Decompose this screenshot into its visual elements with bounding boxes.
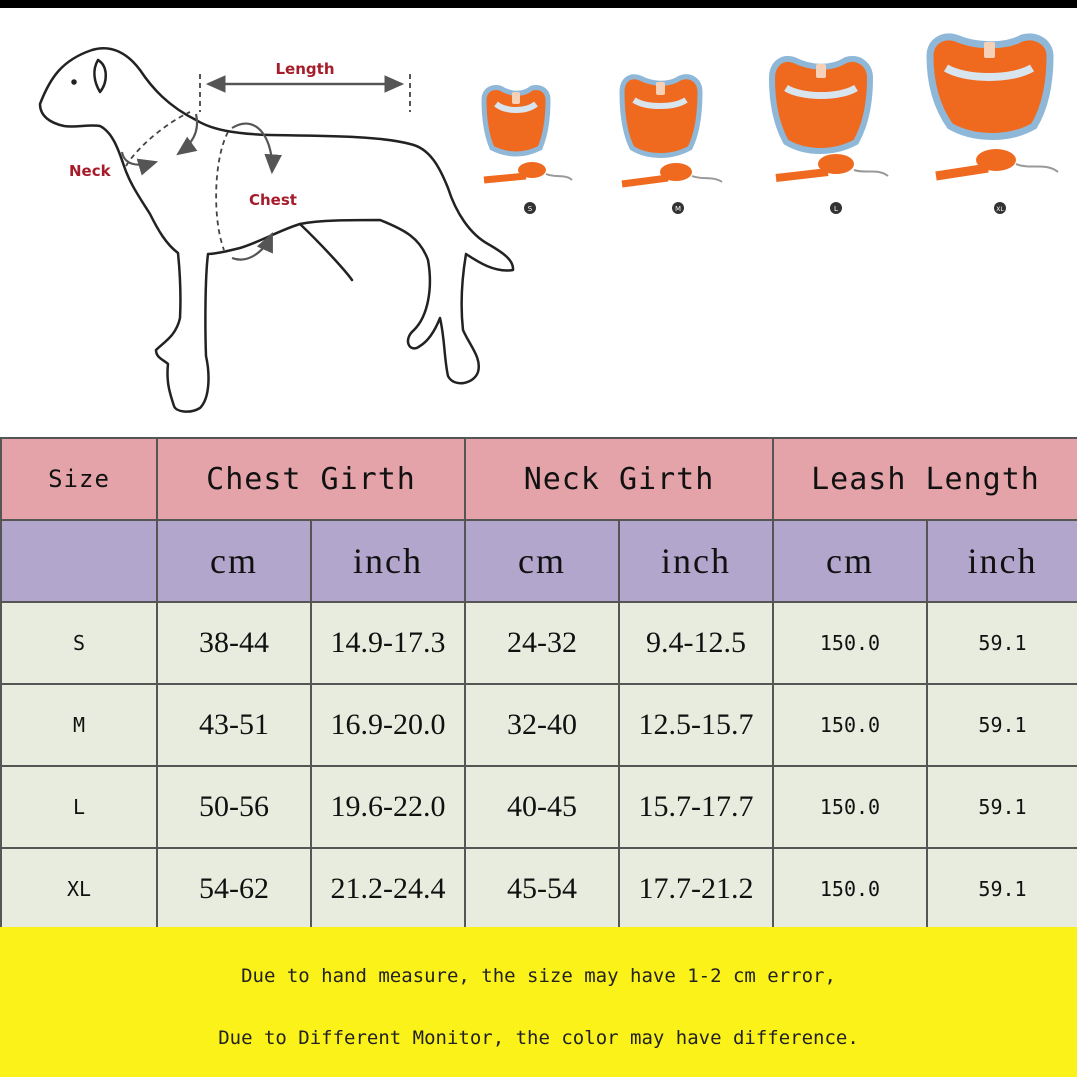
row-chest-inch: 16.9-20.0 (311, 684, 465, 766)
chest-girth-header: Chest Girth (157, 438, 465, 520)
unit-row (1, 520, 1077, 602)
measure-error-note: Due to hand measure, the size may have 1-2 cm error, (241, 965, 836, 987)
table-row (1, 684, 1077, 766)
row-size: S (1, 602, 157, 684)
color-difference-note: Due to Different Monitor, the color may have difference. (218, 1027, 859, 1049)
row-neck-inch: 15.7-17.7 (619, 766, 773, 848)
neck-label: Neck (69, 162, 111, 180)
table-row (1, 848, 1077, 930)
row-neck-cm: 40-45 (465, 766, 619, 848)
size-header: Size (1, 438, 157, 520)
row-leash-cm: 150.0 (773, 766, 927, 848)
table-header-row (1, 438, 1077, 520)
row-neck-inch: 17.7-21.2 (619, 848, 773, 930)
row-size: L (1, 766, 157, 848)
top-border (0, 0, 1077, 8)
harness-m-image (622, 77, 722, 214)
disclaimer-box (0, 927, 1077, 1077)
measurement-diagram (0, 8, 1077, 438)
harness-l-image (772, 59, 888, 214)
row-chest-inch: 14.9-17.3 (311, 602, 465, 684)
unit-spacer (1, 520, 157, 602)
row-neck-inch: 12.5-15.7 (619, 684, 773, 766)
unit-chest-cm: cm (157, 520, 311, 602)
row-chest-inch: 19.6-22.0 (311, 766, 465, 848)
harness-l-size: L (834, 205, 838, 213)
unit-neck-cm: cm (465, 520, 619, 602)
table-row (1, 766, 1077, 848)
row-neck-inch: 9.4-12.5 (619, 602, 773, 684)
harness-xl-size: XL (996, 206, 1004, 213)
row-chest-cm: 54-62 (157, 848, 311, 930)
row-chest-cm: 50-56 (157, 766, 311, 848)
row-chest-inch: 21.2-24.4 (311, 848, 465, 930)
row-leash-cm: 150.0 (773, 848, 927, 930)
row-leash-inch: 59.1 (927, 766, 1077, 848)
row-leash-inch: 59.1 (927, 848, 1077, 930)
harness-s-size: S (527, 205, 533, 213)
chest-label: Chest (249, 191, 297, 209)
table-row (1, 602, 1077, 684)
row-leash-inch: 59.1 (927, 684, 1077, 766)
unit-chest-inch: inch (311, 520, 465, 602)
row-neck-cm: 32-40 (465, 684, 619, 766)
row-size: XL (1, 848, 157, 930)
row-size: M (1, 684, 157, 766)
length-label: Length (275, 60, 335, 78)
row-neck-cm: 45-54 (465, 848, 619, 930)
harness-products (484, 37, 1058, 214)
row-leash-cm: 150.0 (773, 684, 927, 766)
row-chest-cm: 43-51 (157, 684, 311, 766)
harness-m-size: M (674, 205, 682, 213)
harness-s-image (484, 88, 572, 215)
unit-leash-cm: cm (773, 520, 927, 602)
size-chart-table (0, 437, 1077, 931)
unit-neck-inch: inch (619, 520, 773, 602)
row-leash-cm: 150.0 (773, 602, 927, 684)
row-neck-cm: 24-32 (465, 602, 619, 684)
harness-xl-image (930, 37, 1058, 214)
unit-leash-inch: inch (927, 520, 1077, 602)
row-chest-cm: 38-44 (157, 602, 311, 684)
neck-girth-header: Neck Girth (465, 438, 773, 520)
row-leash-inch: 59.1 (927, 602, 1077, 684)
dog-outline-icon (40, 48, 513, 411)
leash-length-header: Leash Length (773, 438, 1077, 520)
